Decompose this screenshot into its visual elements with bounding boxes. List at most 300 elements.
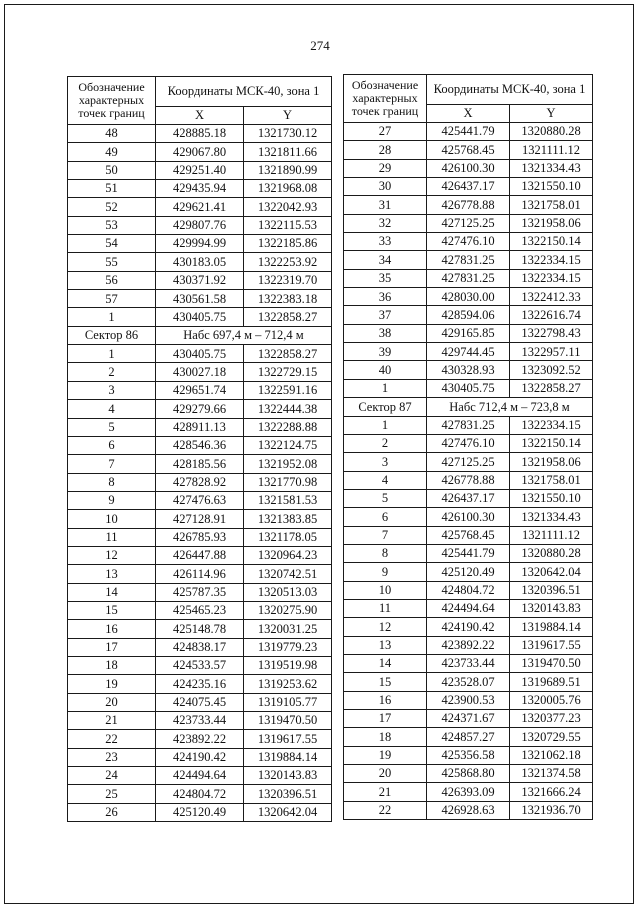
point-number: 19: [68, 675, 156, 693]
x-coordinate: 427831.25: [427, 269, 510, 287]
point-number: 3: [68, 381, 156, 399]
point-number: 56: [68, 271, 156, 289]
table-row: [344, 489, 593, 507]
x-coordinate: 426393.09: [427, 783, 510, 801]
table-row: [68, 143, 332, 161]
point-number: 22: [344, 801, 427, 819]
table-row: [344, 673, 593, 691]
table-row: [344, 508, 593, 526]
x-coordinate: 427125.25: [427, 214, 510, 232]
x-coordinate: 428185.56: [156, 455, 244, 473]
x-coordinate: 429994.99: [156, 235, 244, 253]
y-coordinate: 1321334.43: [510, 508, 593, 526]
table-body: [68, 125, 332, 822]
point-number: 18: [68, 656, 156, 674]
y-coordinate: 1321758.01: [510, 196, 593, 214]
point-number: 19: [344, 746, 427, 764]
x-coordinate: 430405.75: [427, 379, 510, 397]
y-coordinate: 1321811.66: [244, 143, 332, 161]
y-coordinate: 1322591.16: [244, 381, 332, 399]
point-number: 20: [68, 693, 156, 711]
point-number: 30: [344, 178, 427, 196]
table-row: [68, 253, 332, 271]
x-coordinate: 430561.58: [156, 290, 244, 308]
point-number: 48: [68, 125, 156, 143]
sector-row: [344, 398, 593, 416]
table-row: [344, 563, 593, 581]
y-coordinate: 1322319.70: [244, 271, 332, 289]
table-row: [344, 233, 593, 251]
table-row: [344, 159, 593, 177]
y-coordinate: 1322253.92: [244, 253, 332, 271]
sector-elevation-range: Набс 712,4 м – 723,8 м: [427, 398, 593, 416]
y-coordinate: 1322798.43: [510, 324, 593, 342]
x-coordinate: 426100.30: [427, 508, 510, 526]
table-row: [344, 618, 593, 636]
y-coordinate: 1322185.86: [244, 235, 332, 253]
y-coordinate: 1322334.15: [510, 416, 593, 434]
table-row: [344, 361, 593, 379]
y-coordinate: 1319689.51: [510, 673, 593, 691]
x-coordinate: 424075.45: [156, 693, 244, 711]
y-coordinate: 1321958.06: [510, 453, 593, 471]
sector-name: Сектор 86: [68, 326, 156, 344]
table-row: [344, 434, 593, 452]
x-coordinate: 428546.36: [156, 436, 244, 454]
y-coordinate: 1319519.98: [244, 656, 332, 674]
point-number: 16: [68, 620, 156, 638]
y-coordinate: 1322334.15: [510, 251, 593, 269]
table-row: [344, 783, 593, 801]
point-number: 31: [344, 196, 427, 214]
point-number: 29: [344, 159, 427, 177]
y-coordinate: 1321958.06: [510, 214, 593, 232]
y-coordinate: 1321178.05: [244, 528, 332, 546]
point-number: 1: [68, 308, 156, 326]
x-coordinate: 424857.27: [427, 728, 510, 746]
table-row: [68, 730, 332, 748]
x-coordinate: 430405.75: [156, 308, 244, 326]
table-row: [68, 510, 332, 528]
table-row: [68, 546, 332, 564]
table-row: [68, 436, 332, 454]
y-coordinate: 1321111.12: [510, 141, 593, 159]
x-coordinate: 427476.10: [427, 233, 510, 251]
table-row: [68, 308, 332, 326]
y-coordinate: 1322616.74: [510, 306, 593, 324]
table-row: [344, 324, 593, 342]
x-coordinate: 424804.72: [156, 785, 244, 803]
x-coordinate: 425768.45: [427, 526, 510, 544]
x-coordinate: 427828.92: [156, 473, 244, 491]
point-number: 34: [344, 251, 427, 269]
x-coordinate: 429651.74: [156, 381, 244, 399]
coordinates-table-left: [67, 76, 332, 822]
point-number: 21: [68, 712, 156, 730]
point-number: 2: [344, 434, 427, 452]
point-number: 7: [344, 526, 427, 544]
x-coordinate: 424533.57: [156, 656, 244, 674]
x-coordinate: 424494.64: [156, 767, 244, 785]
y-coordinate: 1322412.33: [510, 288, 593, 306]
x-coordinate: 429165.85: [427, 324, 510, 342]
y-coordinate: 1320880.28: [510, 544, 593, 562]
point-number: 13: [68, 565, 156, 583]
x-coordinate: 423892.22: [427, 636, 510, 654]
x-coordinate: 427476.63: [156, 491, 244, 509]
point-number: 11: [68, 528, 156, 546]
y-coordinate: 1319884.14: [244, 748, 332, 766]
x-coordinate: 425120.49: [427, 563, 510, 581]
point-number: 32: [344, 214, 427, 232]
point-number: 17: [344, 710, 427, 728]
x-coordinate: 426437.17: [427, 489, 510, 507]
y-coordinate: 1320143.83: [510, 599, 593, 617]
table-row: [344, 581, 593, 599]
y-coordinate: 1322957.11: [510, 343, 593, 361]
point-number: 12: [344, 618, 427, 636]
x-coordinate: 425787.35: [156, 583, 244, 601]
y-coordinate: 1321770.98: [244, 473, 332, 491]
point-number: 17: [68, 638, 156, 656]
x-coordinate: 425356.58: [427, 746, 510, 764]
point-number: 35: [344, 269, 427, 287]
point-number: 4: [68, 400, 156, 418]
point-number: 9: [344, 563, 427, 581]
point-number: 10: [68, 510, 156, 528]
table-row: [68, 381, 332, 399]
y-coordinate: 1322858.27: [510, 379, 593, 397]
x-coordinate: 425441.79: [427, 544, 510, 562]
y-coordinate: 1321968.08: [244, 180, 332, 198]
coordinates-header: Координаты МСК-40, зона 1: [427, 75, 593, 105]
y-coordinate: 1321581.53: [244, 491, 332, 509]
point-number: 5: [344, 489, 427, 507]
y-coordinate: 1322150.14: [510, 434, 593, 452]
point-number: 39: [344, 343, 427, 361]
x-coordinate: 424371.67: [427, 710, 510, 728]
table-row: [344, 471, 593, 489]
x-coordinate: 424804.72: [427, 581, 510, 599]
table-row: [344, 379, 593, 397]
table-row: [344, 343, 593, 361]
y-coordinate: 1322288.88: [244, 418, 332, 436]
x-coordinate: 426778.88: [427, 471, 510, 489]
table-row: [68, 363, 332, 381]
coordinates-header: Координаты МСК-40, зона 1: [156, 77, 332, 107]
x-coordinate: 429251.40: [156, 161, 244, 179]
y-coordinate: 1321374.58: [510, 765, 593, 783]
point-number: 52: [68, 198, 156, 216]
x-column-header: X: [427, 105, 510, 123]
x-column-header: X: [156, 107, 244, 125]
y-coordinate: 1320031.25: [244, 620, 332, 638]
y-coordinate: 1321111.12: [510, 526, 593, 544]
sector-name: Сектор 87: [344, 398, 427, 416]
point-number: 57: [68, 290, 156, 308]
point-number: 5: [68, 418, 156, 436]
y-coordinate: 1319617.55: [510, 636, 593, 654]
table-row: [68, 638, 332, 656]
table-row: [344, 801, 593, 819]
table-row: [344, 288, 593, 306]
x-coordinate: 425768.45: [427, 141, 510, 159]
y-coordinate: 1322334.15: [510, 269, 593, 287]
table-row: [344, 453, 593, 471]
table-row: [68, 675, 332, 693]
table-row: [68, 125, 332, 143]
point-number: 14: [68, 583, 156, 601]
point-number: 53: [68, 216, 156, 234]
x-coordinate: 427831.25: [427, 251, 510, 269]
x-coordinate: 423733.44: [427, 654, 510, 672]
table-row: [344, 251, 593, 269]
y-coordinate: 1320642.04: [244, 803, 332, 821]
y-coordinate: 1320143.83: [244, 767, 332, 785]
y-coordinate: 1322124.75: [244, 436, 332, 454]
x-coordinate: 424190.42: [427, 618, 510, 636]
y-coordinate: 1319779.23: [244, 638, 332, 656]
table-row: [68, 161, 332, 179]
point-number: 23: [68, 748, 156, 766]
table-row: [344, 269, 593, 287]
point-number: 4: [344, 471, 427, 489]
x-coordinate: 425148.78: [156, 620, 244, 638]
y-coordinate: 1320880.28: [510, 123, 593, 141]
y-coordinate: 1320642.04: [510, 563, 593, 581]
y-coordinate: 1320005.76: [510, 691, 593, 709]
x-coordinate: 423900.53: [427, 691, 510, 709]
table-row: [344, 214, 593, 232]
table-row: [68, 803, 332, 821]
y-coordinate: 1321550.10: [510, 178, 593, 196]
point-number: 1: [344, 416, 427, 434]
point-number: 3: [344, 453, 427, 471]
y-coordinate: 1321550.10: [510, 489, 593, 507]
point-number: 55: [68, 253, 156, 271]
table-row: [344, 728, 593, 746]
table-row: [344, 765, 593, 783]
point-number: 1: [344, 379, 427, 397]
point-number: 21: [344, 783, 427, 801]
x-coordinate: 423528.07: [427, 673, 510, 691]
point-number: 14: [344, 654, 427, 672]
x-coordinate: 427476.10: [427, 434, 510, 452]
y-coordinate: 1322729.15: [244, 363, 332, 381]
y-coordinate: 1322115.53: [244, 216, 332, 234]
x-coordinate: 424838.17: [156, 638, 244, 656]
x-coordinate: 425465.23: [156, 601, 244, 619]
point-number: 1: [68, 345, 156, 363]
x-coordinate: 427128.91: [156, 510, 244, 528]
x-coordinate: 427831.25: [427, 416, 510, 434]
table-row: [68, 235, 332, 253]
table-row: [68, 601, 332, 619]
x-coordinate: 430183.05: [156, 253, 244, 271]
table-row: [344, 710, 593, 728]
y-coordinate: 1319470.50: [510, 654, 593, 672]
y-coordinate: 1322444.38: [244, 400, 332, 418]
table-row: [344, 636, 593, 654]
x-coordinate: 424494.64: [427, 599, 510, 617]
table-row: [68, 785, 332, 803]
table-body: [344, 123, 593, 820]
y-coordinate: 1320742.51: [244, 565, 332, 583]
y-coordinate: 1321062.18: [510, 746, 593, 764]
table-row: [344, 544, 593, 562]
x-coordinate: 424190.42: [156, 748, 244, 766]
y-coordinate: 1321758.01: [510, 471, 593, 489]
x-coordinate: 429067.80: [156, 143, 244, 161]
y-coordinate: 1320513.03: [244, 583, 332, 601]
y-coordinate: 1319617.55: [244, 730, 332, 748]
table-row: [68, 455, 332, 473]
table-row: [68, 473, 332, 491]
table-row: [344, 654, 593, 672]
table-row: [344, 691, 593, 709]
table-row: [68, 491, 332, 509]
x-coordinate: 427125.25: [427, 453, 510, 471]
y-coordinate: 1320377.23: [510, 710, 593, 728]
point-number: 24: [68, 767, 156, 785]
point-number: 6: [68, 436, 156, 454]
point-number: 25: [68, 785, 156, 803]
table-row: [344, 526, 593, 544]
point-number: 49: [68, 143, 156, 161]
y-coordinate: 1322858.27: [244, 308, 332, 326]
x-coordinate: 430027.18: [156, 363, 244, 381]
x-coordinate: 426100.30: [427, 159, 510, 177]
table-row: [344, 746, 593, 764]
x-coordinate: 429807.76: [156, 216, 244, 234]
table-row: [344, 178, 593, 196]
table-row: [344, 196, 593, 214]
table-row: [68, 271, 332, 289]
point-number: 6: [344, 508, 427, 526]
point-number: 8: [68, 473, 156, 491]
y-column-header: Y: [510, 105, 593, 123]
y-coordinate: 1320964.23: [244, 546, 332, 564]
point-number: 12: [68, 546, 156, 564]
point-number: 51: [68, 180, 156, 198]
x-coordinate: 429279.66: [156, 400, 244, 418]
x-coordinate: 423733.44: [156, 712, 244, 730]
sector-row: [68, 326, 332, 344]
table-row: [68, 180, 332, 198]
y-coordinate: 1322858.27: [244, 345, 332, 363]
point-number: 40: [344, 361, 427, 379]
designation-header: Обозначение характерных точек границ: [344, 75, 427, 123]
x-coordinate: 425120.49: [156, 803, 244, 821]
point-number: 16: [344, 691, 427, 709]
y-coordinate: 1320396.51: [244, 785, 332, 803]
point-number: 11: [344, 599, 427, 617]
point-number: 8: [344, 544, 427, 562]
designation-header: Обозначение характерных точек границ: [68, 77, 156, 125]
x-coordinate: 426437.17: [427, 178, 510, 196]
point-number: 50: [68, 161, 156, 179]
y-coordinate: 1322383.18: [244, 290, 332, 308]
sector-elevation-range: Набс 697,4 м – 712,4 м: [156, 326, 332, 344]
table-row: [68, 748, 332, 766]
x-coordinate: 428885.18: [156, 125, 244, 143]
table-row: [68, 656, 332, 674]
page-number: 274: [310, 38, 330, 53]
x-coordinate: 425868.80: [427, 765, 510, 783]
point-number: 36: [344, 288, 427, 306]
y-coordinate: 1319884.14: [510, 618, 593, 636]
table-row: [68, 767, 332, 785]
point-number: 27: [344, 123, 427, 141]
point-number: 13: [344, 636, 427, 654]
table-row: [68, 583, 332, 601]
y-coordinate: 1321730.12: [244, 125, 332, 143]
x-coordinate: 429435.94: [156, 180, 244, 198]
point-number: 2: [68, 363, 156, 381]
table-row: [68, 620, 332, 638]
y-coordinate: 1319470.50: [244, 712, 332, 730]
y-coordinate: 1320729.55: [510, 728, 593, 746]
x-coordinate: 430328.93: [427, 361, 510, 379]
y-coordinate: 1320396.51: [510, 581, 593, 599]
x-coordinate: 426114.96: [156, 565, 244, 583]
y-coordinate: 1321936.70: [510, 801, 593, 819]
point-number: 20: [344, 765, 427, 783]
point-number: 7: [68, 455, 156, 473]
x-coordinate: 423892.22: [156, 730, 244, 748]
table-row: [68, 418, 332, 436]
x-coordinate: 425441.79: [427, 123, 510, 141]
table-row: [68, 400, 332, 418]
y-coordinate: 1321334.43: [510, 159, 593, 177]
coordinates-table-right: [343, 74, 593, 820]
table-row: [68, 693, 332, 711]
y-coordinate: 1319105.77: [244, 693, 332, 711]
table-row: [344, 416, 593, 434]
point-number: 33: [344, 233, 427, 251]
x-coordinate: 429621.41: [156, 198, 244, 216]
table-row: [68, 712, 332, 730]
y-coordinate: 1321383.85: [244, 510, 332, 528]
y-coordinate: 1322042.93: [244, 198, 332, 216]
y-coordinate: 1321952.08: [244, 455, 332, 473]
point-number: 26: [68, 803, 156, 821]
y-coordinate: 1321890.99: [244, 161, 332, 179]
x-coordinate: 428594.06: [427, 306, 510, 324]
x-coordinate: 424235.16: [156, 675, 244, 693]
point-number: 28: [344, 141, 427, 159]
x-coordinate: 430405.75: [156, 345, 244, 363]
x-coordinate: 430371.92: [156, 271, 244, 289]
y-coordinate: 1323092.52: [510, 361, 593, 379]
table-row: [68, 345, 332, 363]
x-coordinate: 426785.93: [156, 528, 244, 546]
point-number: 18: [344, 728, 427, 746]
y-coordinate: 1321666.24: [510, 783, 593, 801]
point-number: 38: [344, 324, 427, 342]
table-row: [68, 565, 332, 583]
table-row: [344, 599, 593, 617]
table-row: [344, 123, 593, 141]
point-number: 9: [68, 491, 156, 509]
point-number: 15: [68, 601, 156, 619]
x-coordinate: 429744.45: [427, 343, 510, 361]
point-number: 22: [68, 730, 156, 748]
table-row: [344, 306, 593, 324]
table-row: [68, 198, 332, 216]
y-coordinate: 1320275.90: [244, 601, 332, 619]
point-number: 54: [68, 235, 156, 253]
